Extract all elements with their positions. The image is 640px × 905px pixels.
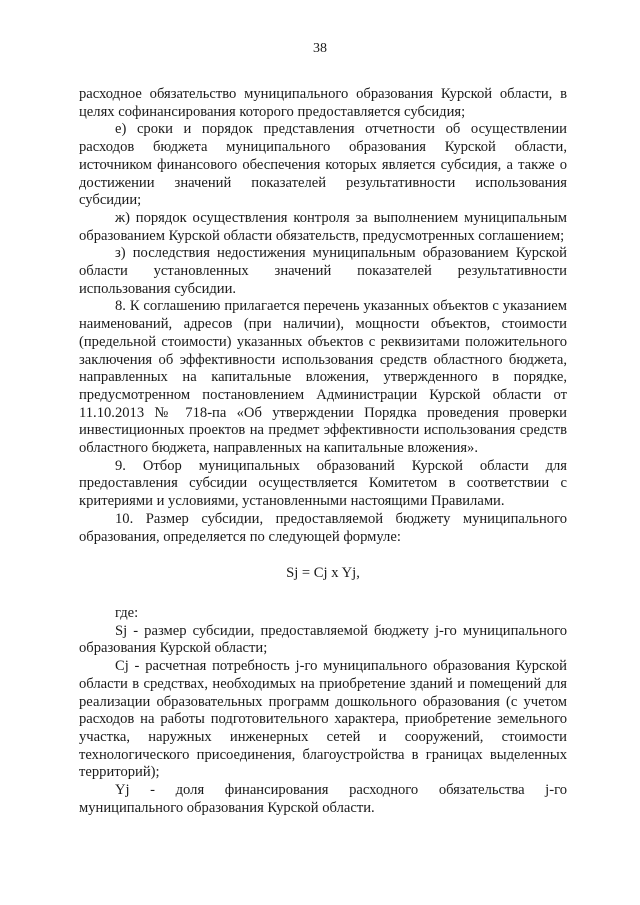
paragraph-10: 10. Размер субсидии, предоставляемой бюджету муниципального образования, определяется по следующей формуле: — [79, 510, 567, 545]
document-body — [79, 86, 567, 817]
paragraph-item-zh: ж) порядок осуществления контроля за выполнением муниципальным образованием Курской области обязательств, предусмотренных соглашением; — [79, 209, 567, 244]
definition-cj: Cj - расчетная потребность j-го муниципального образования Курской области в средствах, необходимых на приобретение зданий и помещений для реализации образовательных программ дошкольного образования (с учетом расходов на работы подготовительного характера, приобретение земельного участка, наружных инженерных сетей и сооружений, стоимости технологического присоединения, благоустройства в границах выделенных территорий); — [79, 658, 567, 781]
page-number: 38 — [313, 41, 327, 56]
paragraph-9: 9. Отбор муниципальных образований Курской области для предоставления субсидии осуществляется Комитетом в соответствии с критериями и условиями, установленными настоящими Правилами. — [79, 457, 567, 510]
formula: Sj = Cj x Yj, — [286, 565, 360, 582]
paragraph-item-e: е) сроки и порядок представления отчетности об осуществлении расходов бюджета муниципального образования Курской области, источником финансового обеспечения которых является субсидия, а также о достижении значений показателей результативности использования субсидии; — [79, 121, 567, 209]
paragraph-item-z: з) последствия недостижения муниципальным образованием Курской области установленных значений показателей результативности использования субсидии. — [79, 245, 567, 297]
paragraph-continuation: расходное обязательство муниципального образования Курской области, в целях софинансирования которого предоставляется субсидия; — [79, 86, 567, 120]
definition-yj: Yj - доля финансирования расходного обязательства j-го муниципального образования Курской области. — [79, 782, 567, 816]
paragraph-8: 8. К соглашению прилагается перечень указанных объектов с указанием наименований, адресов (при наличии), мощности объектов, стоимости (предельной стоимости) указанных объектов с реквизитами положительного заключения об эффективности использования средств областного бюджета, направленных на капитальные вложения, утвержденного в порядке, предусмотренном постановлением Администрации Курской области от 11.10.2013 № 718-па «Об утверждении Порядка проведения проверки инвестиционных проектов на предмет эффективности использования средств областного бюджета, направленных на капитальные вложения». — [79, 298, 567, 457]
where-label: где: — [115, 604, 139, 621]
definition-sj: Sj - размер субсидии, предоставляемой бюджету j-го муниципального образования Курской области; — [79, 622, 567, 657]
